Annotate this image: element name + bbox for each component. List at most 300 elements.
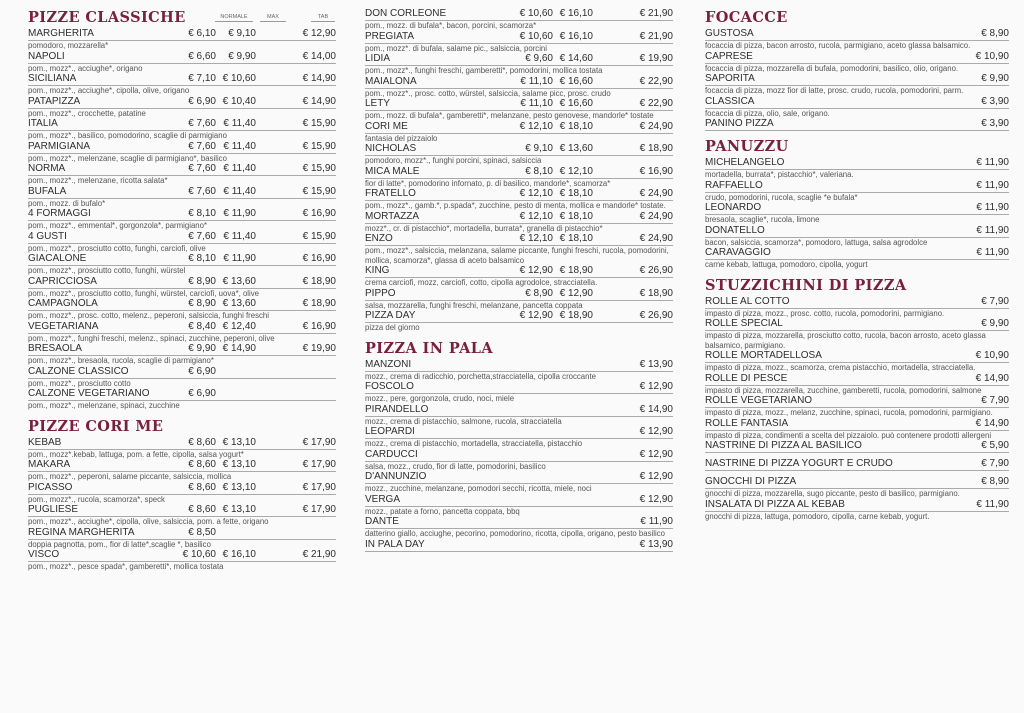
- menu-item: [365, 381, 673, 404]
- item-price: € 8,60: [188, 504, 216, 515]
- item-name: NORMA: [28, 163, 66, 174]
- item-description: focaccia di pizza, bacon arrosto, rucola, parmigiano, aceto glassa balsamico.: [705, 41, 971, 50]
- menu-item: [705, 350, 1009, 373]
- menu-item-row: [705, 440, 1009, 453]
- item-name: ROLLE MORTADELLOSA: [705, 350, 822, 361]
- menu-item: [365, 76, 673, 99]
- menu-item-row: [28, 118, 336, 131]
- menu-item: [28, 141, 336, 164]
- item-price: € 14,00: [302, 50, 336, 62]
- item-price: € 3,90: [981, 95, 1009, 107]
- item-name: ROLLE SPECIAL: [705, 318, 783, 329]
- item-description: fior di latte*, pomodorino infornato, p. di basilico, mandorle*, scamorza*: [365, 178, 611, 188]
- menu-item-row: [28, 343, 336, 356]
- item-price: € 12,10: [519, 188, 553, 199]
- section-title: [365, 339, 673, 359]
- item-price: € 13,60: [559, 143, 593, 154]
- item-price: € 18,90: [302, 275, 336, 287]
- item-description: mortadella, burrata*, pistacchio*, valeriana.: [705, 170, 854, 179]
- item-price: € 13,60: [222, 275, 256, 287]
- item-name: MORTAZZA: [365, 210, 420, 222]
- section-title-text: PANUZZU: [705, 138, 789, 155]
- item-price: € 6,10: [188, 28, 216, 39]
- menu-item: [28, 28, 336, 51]
- menu-item-row: [28, 298, 336, 311]
- menu-item: [365, 188, 673, 211]
- item-name: PREGIATA: [365, 30, 415, 42]
- item-price: € 11,10: [520, 98, 553, 109]
- item-price: € 14,90: [302, 95, 336, 107]
- item-description: pom., mozz. di bufala*, bacon, porcini, scamorza*: [365, 21, 537, 30]
- item-price: € 15,90: [302, 118, 336, 129]
- menu-item: [365, 53, 673, 76]
- item-price: € 19,90: [302, 343, 336, 354]
- item-name: PATAPIZZA: [28, 95, 81, 107]
- item-description: pom., mozz*., peperoni, salame piccante, salsiccia, mollica: [28, 472, 232, 481]
- item-name: GIACALONE: [28, 253, 87, 264]
- item-name: KING: [365, 265, 390, 276]
- item-price: € 8,10: [188, 253, 216, 264]
- section-title: [705, 8, 1009, 28]
- menu-item: [705, 373, 1009, 396]
- item-price: € 16,60: [559, 75, 593, 87]
- item-price: € 16,60: [559, 98, 593, 109]
- item-price: € 12,40: [222, 320, 256, 332]
- item-price: € 6,90: [188, 388, 216, 399]
- item-name: CAPRICCIOSA: [28, 275, 97, 287]
- item-name: DANTE: [365, 516, 399, 527]
- item-name: PARMIGIANA: [28, 140, 91, 152]
- menu-item: [365, 8, 673, 31]
- menu-item: [365, 265, 673, 288]
- item-price: € 11,90: [976, 157, 1009, 168]
- menu-item-row: [705, 73, 1009, 86]
- item-name: CALZONE CLASSICO: [28, 365, 129, 377]
- menu-item-row: [28, 208, 336, 221]
- item-price: € 7,10: [188, 73, 216, 84]
- item-price: € 10,60: [182, 549, 216, 560]
- item-description: fantasia del pizzaiolo: [365, 133, 438, 143]
- menu-column: [28, 8, 336, 572]
- section-title: [705, 276, 1009, 296]
- menu-item: [705, 225, 1009, 248]
- item-price: € 10,40: [222, 95, 256, 107]
- item-description: pom., mozz*., emmental*, gorgonzola*, parmigiano*: [28, 221, 207, 230]
- item-name: D'ANNUNZIO: [365, 471, 427, 482]
- item-price: € 10,90: [975, 50, 1009, 62]
- menu-item-row: [705, 350, 1009, 363]
- item-name: SICILIANA: [28, 73, 77, 84]
- item-description: pom., mozz*., pesce spada*, gamberetti*, mollica tostata: [28, 562, 224, 571]
- section-title-text: PIZZA IN PALA: [365, 339, 493, 357]
- menu-item-row: [365, 426, 673, 439]
- item-price: € 22,90: [639, 98, 673, 109]
- menu-item: [365, 143, 673, 166]
- menu-item: [705, 440, 1009, 453]
- item-price: € 7,60: [188, 185, 216, 197]
- menu-item-row: [28, 276, 336, 289]
- menu-item-row: [365, 539, 673, 552]
- item-name: MANZONI: [365, 358, 412, 370]
- menu-item-row: [28, 527, 336, 540]
- item-price: € 24,90: [639, 120, 673, 132]
- menu-item: [705, 247, 1009, 270]
- item-description: focaccia di pizza, olio, sale, origano.: [705, 108, 830, 118]
- menu-item: [365, 233, 673, 265]
- item-price: € 12,90: [519, 310, 553, 321]
- menu-item-row: [28, 73, 336, 86]
- menu-item-row: [365, 166, 673, 179]
- menu-item-row: [705, 318, 1009, 331]
- menu-item-row: [365, 288, 673, 301]
- item-price: € 7,60: [188, 230, 216, 242]
- menu-item-row: [28, 549, 336, 562]
- item-price: € 11,40: [223, 163, 256, 174]
- item-name: NAPOLI: [28, 50, 65, 62]
- item-name: CORI ME: [365, 120, 408, 132]
- item-description: pom., mozz*., acciughe*, cipolla, olive, salsiccia, pom. a fette, origano: [28, 517, 269, 526]
- menu-item: [28, 388, 336, 411]
- menu-item: [705, 96, 1009, 119]
- menu-item-row: [705, 202, 1009, 215]
- item-name: CARDUCCI: [365, 448, 418, 460]
- item-description: mozz., patate a forno, pancetta coppata, bbq: [365, 506, 520, 516]
- menu-item-row: [365, 76, 673, 89]
- item-price: € 18,90: [302, 298, 336, 309]
- item-price: € 14,90: [975, 417, 1009, 429]
- menu-item: [28, 343, 336, 366]
- item-price: € 22,90: [639, 75, 673, 87]
- menu-item-row: [365, 31, 673, 44]
- item-description: salsa, mozz., crudo, fior di latte, pomodorini, basilico: [365, 461, 546, 471]
- item-price: € 13,10: [222, 504, 256, 515]
- item-description: pom., mozz*., prosciutto cotto, funghi, würstel, carciofi, uova*, olive: [28, 288, 259, 298]
- item-price: € 12,10: [519, 120, 553, 132]
- item-description: carne kebab, lattuga, pomodoro, cipolla, yogurt: [705, 260, 868, 269]
- item-name: ROLLE VEGETARIANO: [705, 395, 813, 406]
- item-description: pom., mozz*., rucola, scamorza*, speck: [28, 494, 165, 504]
- item-description: pomodoro, mozz*., funghi porcini, spinaci, salsiccia: [365, 156, 542, 165]
- item-description: focaccia di pizza, mozzarella di bufala, pomodorini, basilico, olio, origano.: [705, 63, 959, 73]
- item-name: PUGLIESE: [28, 504, 79, 515]
- menu-item: [365, 98, 673, 121]
- item-description: pom., mozz*., prosciutto cotto, funghi, würstel: [28, 266, 186, 275]
- menu-item: [705, 296, 1009, 319]
- item-price: € 10,90: [975, 350, 1009, 361]
- item-description: mozz., crema di radicchio, porchetta,stracciatella, cipolla croccante: [365, 371, 596, 381]
- item-name: ROLLE AL COTTO: [705, 295, 790, 307]
- item-name: INSALATA DI PIZZA AL KEBAB: [705, 498, 845, 510]
- item-price: € 11,90: [223, 253, 256, 264]
- item-name: NASTRINE DI PIZZA YOGURT E CRUDO: [705, 458, 893, 469]
- menu-item: [365, 404, 673, 427]
- item-price: € 14,90: [302, 73, 336, 84]
- item-description: impasto di pizza, mozzarella, zucchine, gamberetti, rucola, pomodorini, salmone: [705, 385, 982, 395]
- item-price: € 7,90: [981, 395, 1009, 406]
- item-description: pom., mozz*., acciughe*, origano: [28, 63, 143, 73]
- item-price: € 10,60: [519, 30, 553, 42]
- item-price: € 12,90: [519, 265, 553, 276]
- menu-item-row: [28, 253, 336, 266]
- item-description: pom., mozz*., melenzane, spinaci, zucchine: [28, 401, 180, 410]
- menu-item-row: [28, 459, 336, 472]
- item-name: CALZONE VEGETARIANO: [28, 388, 150, 399]
- item-price: € 15,90: [302, 140, 336, 152]
- menu-item-row: [365, 310, 673, 323]
- menu-item: [28, 527, 336, 550]
- menu-item-row: [705, 418, 1009, 431]
- item-price: € 15,90: [302, 230, 336, 242]
- item-price: € 12,90: [559, 287, 593, 299]
- item-price: € 8,90: [525, 287, 553, 299]
- item-price: € 5,90: [981, 440, 1009, 451]
- item-price: € 8,90: [981, 476, 1009, 487]
- item-price: € 16,10: [559, 8, 593, 19]
- item-name: CARAVAGGIO: [705, 247, 771, 258]
- menu-item: [365, 121, 673, 144]
- item-price: € 21,90: [302, 549, 336, 560]
- menu-item: [705, 118, 1009, 131]
- menu-item-row: [365, 143, 673, 156]
- item-description: pom., mozz*., salsiccia, melanzana, salame piccante, funghi freschi, rucola, pomodorini, mollica, scamorza*, glassa di aceto balsamico: [365, 246, 669, 265]
- item-price: € 9,90: [228, 50, 256, 62]
- menu-item-row: [365, 188, 673, 201]
- item-price: € 12,90: [639, 381, 673, 392]
- item-description: gnocchi di pizza, lattuga, pomodoro, cipolla, carne kebab, yogurt.: [705, 511, 930, 521]
- item-price: € 8,50: [188, 526, 216, 538]
- section-title: [28, 8, 336, 28]
- item-name: ITALIA: [28, 118, 58, 129]
- item-name: CAMPAGNOLA: [28, 298, 98, 309]
- item-price: € 8,90: [188, 298, 216, 309]
- menu-item-row: [28, 388, 336, 401]
- item-name: 4 FORMAGGI: [28, 208, 91, 219]
- menu-item-row: [365, 265, 673, 278]
- menu-item-row: [705, 499, 1009, 512]
- menu-item: [28, 366, 336, 389]
- menu-item-row: [28, 51, 336, 64]
- menu-item-row: [28, 504, 336, 517]
- item-name: KEBAB: [28, 436, 62, 448]
- item-price: € 18,10: [559, 120, 593, 132]
- item-price: € 11,90: [976, 498, 1009, 510]
- item-price: € 13,90: [639, 358, 673, 370]
- item-name: RAFFAELLO: [705, 179, 763, 191]
- item-description: impasto di pizza, condimenti a scelta del pizzaiolo. può contenere prodotti allergeni: [705, 430, 992, 440]
- item-price: € 11,90: [976, 202, 1009, 213]
- item-price: € 17,90: [302, 459, 336, 470]
- item-description: impasto di pizza, mozzarella, prosciutto cotto, rucola, bacon arrosto, aceto glassa balsamico, parmigiano.: [705, 331, 986, 350]
- menu-item-row: [365, 211, 673, 224]
- item-name: LEONARDO: [705, 202, 762, 213]
- item-name: FRATELLO: [365, 188, 416, 199]
- item-name: VEGETARIANA: [28, 320, 99, 332]
- item-price: € 18,10: [559, 188, 593, 199]
- menu-item: [705, 180, 1009, 203]
- item-price: € 14,90: [975, 372, 1009, 384]
- item-price: € 10,60: [222, 73, 256, 84]
- item-name: MAIALONA: [365, 75, 417, 87]
- menu-item: [365, 494, 673, 517]
- menu-column: [365, 8, 673, 557]
- item-price: € 3,90: [981, 118, 1009, 129]
- item-name: DONATELLO: [705, 224, 765, 236]
- item-name: CAPRESE: [705, 50, 753, 62]
- item-price: € 7,90: [981, 295, 1009, 307]
- item-price: € 9,90: [188, 343, 216, 354]
- menu-item-row: [705, 118, 1009, 131]
- menu-item-row: [365, 449, 673, 462]
- item-description: crudo, pomodorini, rucola, scaglie *e bufala*: [705, 192, 858, 202]
- item-description: mozz*., cr. di pistacchio*, mortadella, burrata*, granella di pistacchio*: [365, 223, 603, 233]
- menu-item-row: [705, 51, 1009, 64]
- item-description: datterino giallo, acciughe, pecorino, pomodorino, ricotta, cipolla, origano, pesto basilico: [365, 529, 665, 538]
- menu-item: [28, 549, 336, 572]
- item-price: € 18,90: [559, 265, 593, 276]
- menu-item: [28, 253, 336, 276]
- item-price: € 9,90: [981, 318, 1009, 329]
- item-name: DON CORLEONE: [365, 8, 447, 19]
- menu-item: [28, 321, 336, 344]
- item-price: € 10,60: [519, 8, 553, 19]
- menu-item: [28, 51, 336, 74]
- item-description: focaccia di pizza, mozz fior di latte, prosc. crudo, rucola, pomodorini, parm.: [705, 86, 964, 95]
- item-price: € 12,10: [519, 233, 553, 244]
- section-title: [28, 417, 336, 437]
- item-price: € 8,10: [525, 165, 553, 177]
- menu-item-row: [28, 321, 336, 334]
- menu-item-row: [28, 186, 336, 199]
- section-title: [705, 137, 1009, 157]
- menu-item-row: [705, 157, 1009, 170]
- menu-item-row: [28, 366, 336, 379]
- item-description: pom., mozz*., funghi freschi, melenz., spinaci, zucchine, peperoni, olive: [28, 333, 275, 343]
- item-name: IN PALA DAY: [365, 538, 425, 550]
- item-description: bresaola, scaglie*, rucola, limone: [705, 215, 820, 224]
- size-header: NORMALE: [215, 14, 253, 22]
- item-description: pom., mozz*., acciughe*, cipolla, olive, origano: [28, 86, 190, 95]
- item-price: € 11,40: [223, 230, 256, 242]
- item-price: € 16,90: [302, 320, 336, 332]
- item-description: pomodoro, mozzarella*: [28, 41, 109, 50]
- menu-item: [28, 186, 336, 209]
- item-price: € 6,60: [188, 50, 216, 62]
- menu-item: [28, 437, 336, 460]
- item-price: € 8,90: [188, 275, 216, 287]
- menu-item: [365, 310, 673, 333]
- item-price: € 18,10: [559, 210, 593, 222]
- item-price: € 12,90: [639, 448, 673, 460]
- menu-item: [28, 459, 336, 482]
- menu-item: [365, 166, 673, 189]
- item-price: € 9,10: [525, 143, 553, 154]
- size-header: MAX: [260, 14, 286, 22]
- item-description: pom., mozz*., prosciutto cotto: [28, 378, 131, 388]
- item-price: € 13,10: [222, 481, 256, 493]
- item-price: € 24,90: [639, 188, 673, 199]
- menu-item-row: [365, 53, 673, 66]
- menu-item-row: [365, 404, 673, 417]
- item-name: GUSTOSA: [705, 28, 754, 39]
- menu-item-row: [705, 96, 1009, 109]
- item-price: € 11,90: [223, 208, 256, 219]
- menu-column: [705, 8, 1009, 521]
- item-price: € 18,10: [559, 233, 593, 244]
- item-price: € 7,90: [981, 458, 1009, 469]
- item-price: € 26,90: [639, 310, 673, 321]
- item-description: pizza del giorno: [365, 323, 420, 332]
- item-description: pom., mozz. di bufalo*: [28, 198, 106, 208]
- menu-item-row: [28, 231, 336, 244]
- item-description: bacon, salsiccia, scamorza*, pomodoro, lattuga, salsa agrodolce: [705, 237, 928, 247]
- item-description: pom., mozz. di bufala*, gamberetti*, melanzane, pesto genovese, mandorle* tostate: [365, 111, 654, 120]
- menu-item-row: [705, 247, 1009, 260]
- item-price: € 11,40: [223, 140, 256, 152]
- item-price: € 14,90: [222, 343, 256, 354]
- item-name: BUFALA: [28, 185, 67, 197]
- item-price: € 9,60: [525, 53, 553, 64]
- item-price: € 16,90: [302, 208, 336, 219]
- menu-item: [705, 458, 1009, 471]
- menu-item: [28, 482, 336, 505]
- item-price: € 11,90: [976, 224, 1009, 236]
- item-description: pom., mozz*., prosc. cotto, würstel, salsiccia, salame picc, prosc. crudo: [365, 88, 611, 98]
- item-name: LEOPARDI: [365, 426, 415, 437]
- item-description: pom., mozz*., melenzane, scaglie di parmigiano*, basilico: [28, 153, 227, 163]
- menu-item: [705, 28, 1009, 51]
- menu-item-row: [28, 28, 336, 41]
- item-price: € 12,90: [302, 28, 336, 39]
- item-name: PANINO PIZZA: [705, 118, 774, 129]
- item-price: € 13,10: [222, 436, 256, 448]
- item-price: € 16,90: [302, 253, 336, 264]
- menu-item-row: [365, 8, 673, 21]
- menu-item-row: [365, 98, 673, 111]
- item-description: pom., mozz*., prosc. cotto, melenz., peperoni, salsiccia, funghi freschi: [28, 311, 269, 320]
- item-name: CLASSICA: [705, 95, 755, 107]
- item-price: € 15,90: [302, 163, 336, 174]
- menu-item: [28, 298, 336, 321]
- menu-item-row: [365, 471, 673, 484]
- menu-item-row: [365, 233, 673, 246]
- menu-item-row: [705, 395, 1009, 408]
- menu-item: [705, 318, 1009, 350]
- menu-item: [365, 539, 673, 552]
- menu-item: [28, 73, 336, 96]
- item-name: PIPPO: [365, 287, 396, 299]
- item-name: 4 GUSTI: [28, 230, 67, 242]
- item-price: € 18,90: [559, 310, 593, 321]
- item-price: € 17,90: [302, 481, 336, 493]
- menu-item-row: [28, 163, 336, 176]
- item-price: € 13,90: [639, 538, 673, 550]
- item-price: € 26,90: [639, 265, 673, 276]
- item-description: impasto di pizza, mozz., melanz, zucchine, spinaci, rucola, pomodorini, parmigiano.: [705, 408, 993, 417]
- item-price: € 9,10: [228, 28, 256, 39]
- menu-item-row: [705, 476, 1009, 489]
- item-description: pom., mozz*., funghi freschi, gamberetti*, pomodorini, mollica tostata: [365, 66, 603, 75]
- item-price: € 16,10: [222, 549, 256, 560]
- item-name: ENZO: [365, 233, 393, 244]
- menu-item: [365, 516, 673, 539]
- item-price: € 21,90: [639, 30, 673, 42]
- menu-item-row: [28, 141, 336, 154]
- item-price: € 12,90: [639, 426, 673, 437]
- item-price: € 18,90: [639, 143, 673, 154]
- item-name: PIZZA DAY: [365, 310, 416, 321]
- item-name: MAKARA: [28, 459, 71, 470]
- menu-item: [28, 231, 336, 254]
